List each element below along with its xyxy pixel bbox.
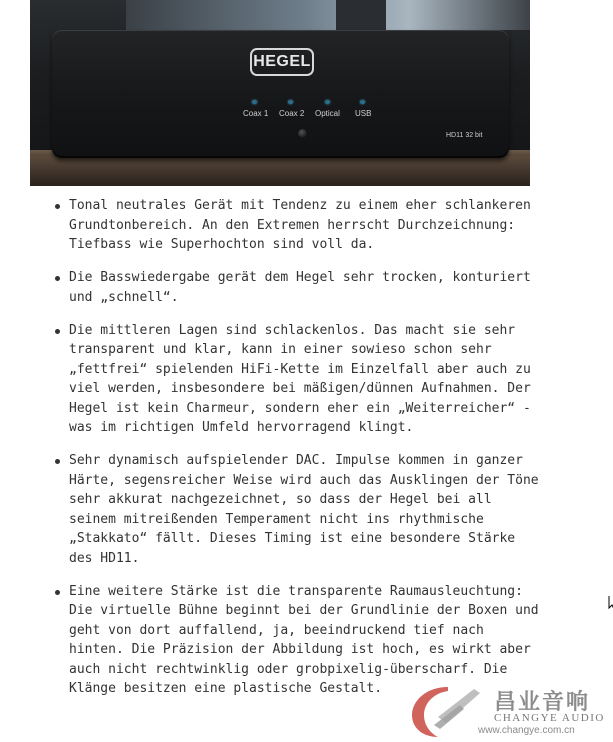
article-content	[0, 196, 613, 712]
watermark	[408, 683, 613, 742]
dac-device	[52, 30, 509, 158]
bullet-dot	[55, 329, 60, 334]
brand-logo: HEGEL	[250, 48, 314, 76]
mouse-cursor-icon	[608, 596, 613, 610]
list-item-text: Die Basswiedergabe gerät dem Hegel sehr trocken, konturiert und „schnell“.	[69, 270, 531, 305]
input-label-usb: USB	[355, 109, 372, 118]
bullet-dot	[55, 204, 60, 209]
input-select-knob	[298, 129, 307, 138]
led-indicator-usb	[360, 100, 365, 104]
list-item	[0, 268, 539, 307]
list-item-text: Eine weitere Stärke ist die transparente Raumausleuchtung: Die virtuelle Bühne beginnt bei der Grundlinie der Boxen und geht von dort auffallend, ja, beeindruckend tief nach hinten. Die Präzision der Abbildung ist hoch, es wirkt aber auch nicht rechtwinklig oder grobpixelig-überscharf. Die Klänge besitzen eine plastische Gestalt.	[69, 583, 539, 696]
bullet-dot	[55, 459, 60, 464]
list-item	[0, 321, 539, 438]
input-label-coax2: Coax 2	[279, 109, 305, 118]
bullet-dot	[55, 276, 60, 281]
input-label-coax1: Coax 1	[243, 109, 269, 118]
led-indicator-coax1	[252, 100, 257, 104]
product-photo	[30, 0, 530, 186]
input-label-optical: Optical	[315, 109, 340, 118]
background-monitor	[126, 0, 530, 30]
bullet-list	[0, 196, 613, 699]
watermark-url: www.changye.com.cn	[478, 725, 575, 736]
list-item-text: Tonal neutrales Gerät mit Tendenz zu einem eher schlankeren Grundtonbereich. An den Extremen herrscht Durchzeichnung: Tiefbass wie Superhochton sind voll da.	[69, 198, 531, 252]
model-label: HD11 32 bit	[446, 132, 483, 139]
list-item	[0, 451, 539, 568]
list-item	[0, 582, 539, 699]
list-item-text: Sehr dynamisch aufspielender DAC. Impulse kommen in ganzer Härte, segensreicher Weise wird auch das Ausklingen der Töne sehr akkurat nachgezeichnet, so dass der Hegel bei all seinem mitreißenden Temperament nicht ins rhythmische „Stakkato“ fällt. Dieses Timing ist eine besondere Stärke des HD11.	[69, 453, 539, 566]
list-item	[0, 196, 539, 255]
wooden-shelf	[30, 156, 530, 186]
led-indicator-optical	[325, 100, 330, 104]
changye-logo-icon	[408, 683, 486, 739]
led-indicator-coax2	[288, 100, 293, 104]
watermark-name-cn: 昌业音响	[494, 690, 591, 715]
watermark-name-en: CHANGYE AUDIO	[494, 712, 605, 724]
bullet-dot	[55, 590, 60, 595]
list-item-text: Die mittleren Lagen sind schlackenlos. Das macht sie sehr transparent und klar, kann in einer sowieso schon sehr „fettfrei“ spielenden HiFi-Kette im Einzelfall aber auch zu viel werden, insbesondere bei mäßigen/dünnen Aufnahmen. Der Hegel ist kein Charmeur, sondern eher ein „Weiterreicher“ - was im richtigen Umfeld hervorragend klingt.	[69, 322, 531, 435]
